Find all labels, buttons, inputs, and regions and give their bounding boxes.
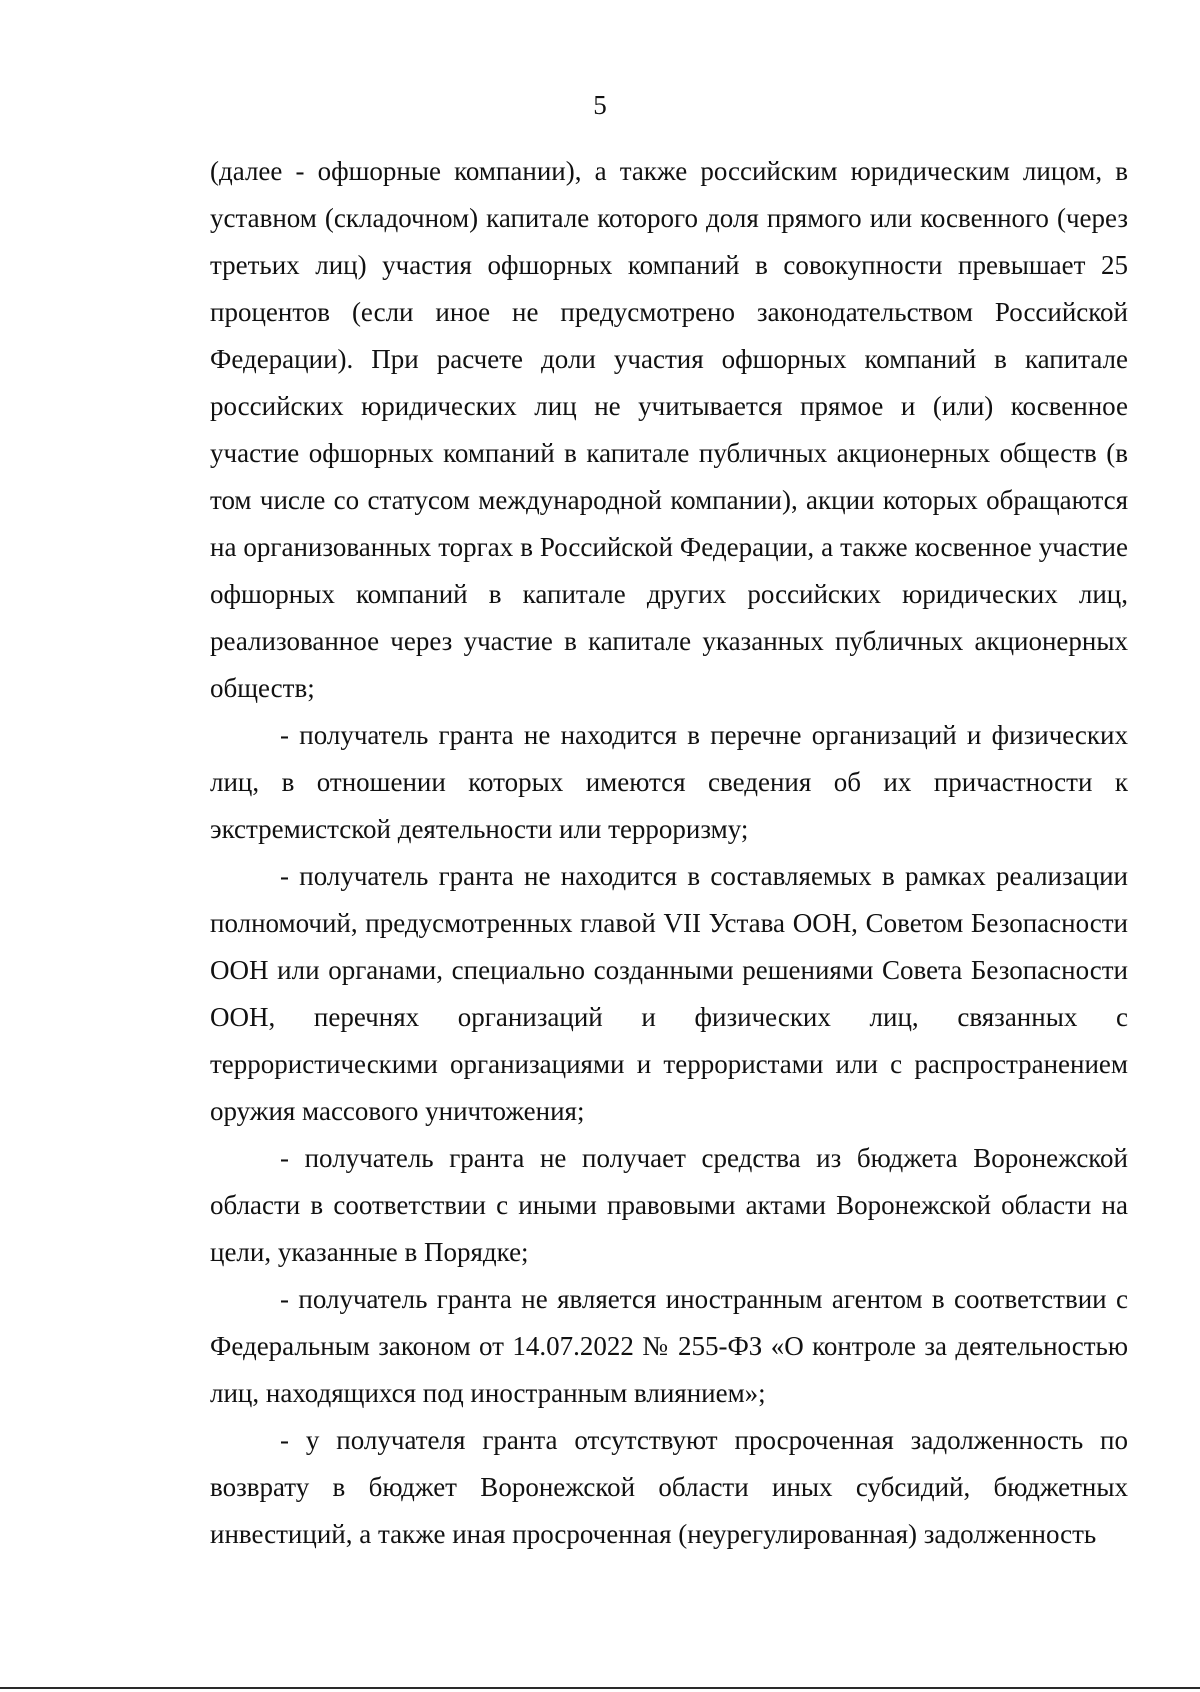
paragraph-un-sanctions-list: - получатель гранта не находится в составляемых в рамках реализации полномочий, предусмотренных главой VII Устава ООН, Советом Безопасности ООН или органами, специально созданными решениями Совета Безопасности ООН, перечнях организаций и физических лиц, связанных с террористическими организациями и террористами или с распространением оружия массового уничтожения;: [210, 861, 1128, 1126]
document-body: [210, 148, 1128, 1558]
paragraph-no-other-budget-funds: - получатель гранта не получает средства из бюджета Воронежской области в соответствии с иными правовыми актами Воронежской области на цели, указанные в Порядке;: [210, 1143, 1128, 1267]
paragraph-foreign-agent: - получатель гранта не является иностранным агентом в соответствии с Федеральным законом от 14.07.2022 № 255-ФЗ «О контроле за деятельностью лиц, находящихся под иностранным влиянием»;: [210, 1284, 1128, 1408]
paragraph-extremism-list: - получатель гранта не находится в перечне организаций и физических лиц, в отношении которых имеются сведения об их причастности к экстремистской деятельности или терроризму;: [210, 720, 1128, 844]
paragraph-offshore-companies: (далее - офшорные компании), а также российским юридическим лицом, в уставном (складочном) капитале которого доля прямого или косвенного (через третьих лиц) участия офшорных компаний в совокупности превышает 25 процентов (если иное не предусмотрено законодательством Российской Федерации). При расчете доли участия офшорных компаний в капитале российских юридических лиц не учитывается прямое и (или) косвенное участие офшорных компаний в капитале публичных акционерных обществ (в том числе со статусом международной компании), акции которых обращаются на организованных торгах в Российской Федерации, а также косвенное участие офшорных компаний в капитале других российских юридических лиц, реализованное через участие в капитале указанных публичных акционерных обществ;: [210, 156, 1128, 703]
scan-edge-line: [0, 1687, 1200, 1689]
paragraph-overdue-debt: - у получателя гранта отсутствуют просроченная задолженность по возврату в бюджет Воронежской области иных субсидий, бюджетных инвестиций, а также иная просроченная (неурегулированная) задолженность: [210, 1425, 1128, 1549]
page-number: 5: [593, 90, 607, 120]
